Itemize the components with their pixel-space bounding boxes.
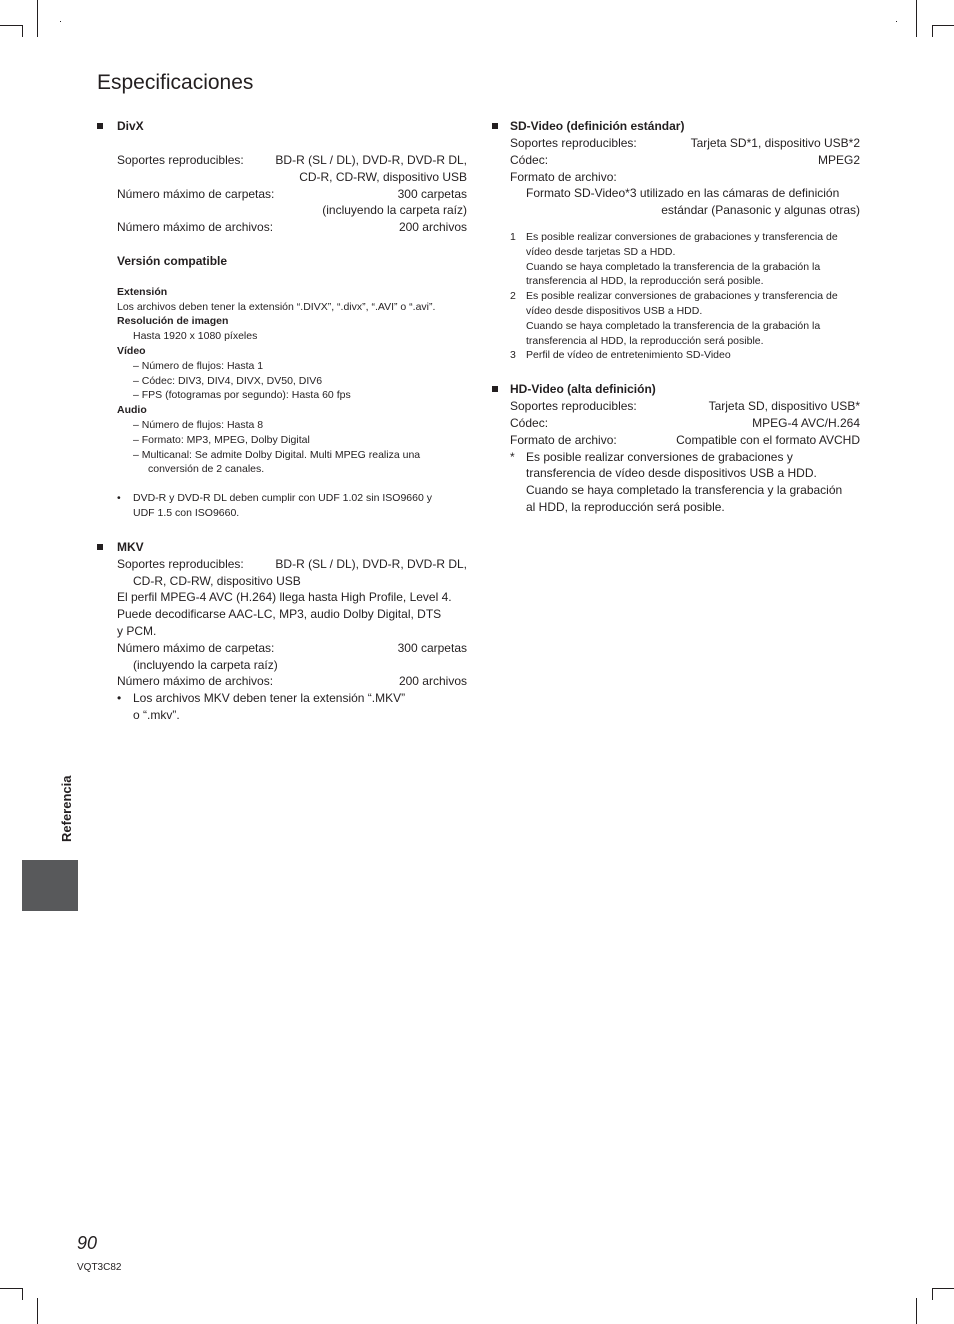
crop-mark xyxy=(37,1298,38,1324)
crop-mark xyxy=(37,0,38,37)
document-code: VQT3C82 xyxy=(77,1262,122,1273)
sd-format-value: Formato SD-Video*3 utilizado en las cámaras de definición xyxy=(526,186,840,201)
mkv-playable-value-2: CD-R, CD-RW, dispositivo USB xyxy=(133,573,301,588)
mkv-heading: MKV xyxy=(97,539,467,556)
section-tab xyxy=(22,860,78,911)
registration-dot xyxy=(896,21,897,22)
divx-heading: DivX xyxy=(97,118,467,135)
sd-codec-row: Códec: MPEG2 xyxy=(510,152,860,167)
hd-playable-row: Soportes reproducibles: Tarjeta SD, dispositivo USB* xyxy=(510,399,860,414)
sd-format-value: estándar (Panasonic y algunas otras) xyxy=(661,203,860,218)
hd-format-row: Formato de archivo: Compatible con el formato AVCHD xyxy=(510,432,860,447)
divx-folders-note: (incluyendo la carpeta raíz) xyxy=(322,203,467,218)
sd-video-heading: SD-Video (definición estándar) xyxy=(492,118,860,135)
extension-text: Los archivos deben tener la extensión “.DIVX”, “.divx”, “.AVI” o “.avi”. xyxy=(117,300,436,313)
divx-folders-row: Número máximo de carpetas: 300 carpetas xyxy=(117,186,467,201)
crop-mark xyxy=(932,1288,954,1289)
video-item: – FPS (fotogramas por segundo): Hasta 60 fps xyxy=(133,389,351,402)
square-bullet-icon xyxy=(492,123,498,129)
video-item: – Número de flujos: Hasta 1 xyxy=(133,359,264,372)
audio-item: conversión de 2 canales. xyxy=(148,463,265,476)
square-bullet-icon xyxy=(97,123,103,129)
page-number: 90 xyxy=(77,1233,98,1253)
hd-codec-row: Códec: MPEG-4 AVC/H.264 xyxy=(510,415,860,430)
audio-item: – Número de flujos: Hasta 8 xyxy=(133,418,264,431)
audio-item: – Multicanal: Se admite Dolby Digital. Multi MPEG realiza una xyxy=(133,448,421,461)
video-item: – Códec: DIV3, DIV4, DIVX, DV50, DIV6 xyxy=(133,374,323,387)
side-section-label: Referencia xyxy=(59,775,74,842)
crop-mark xyxy=(932,1288,933,1300)
divx-playable-row: Soportes reproducibles: BD-R (SL / DL), DVD-R, DVD-R DL, xyxy=(117,153,467,167)
divx-compatible-heading: Versión compatible xyxy=(117,253,228,268)
page-title: Especificaciones xyxy=(97,71,254,94)
extension-heading: Extensión xyxy=(117,285,168,298)
right-column xyxy=(492,118,860,516)
footnote: 3 Perfil de vídeo de entretenimiento SD-Video xyxy=(510,349,731,362)
crop-mark xyxy=(0,1288,22,1289)
mkv-specs xyxy=(97,556,467,724)
crop-mark xyxy=(932,25,933,37)
mkv-profile-text: El perfil MPEG-4 AVC (H.264) llega hasta High Profile, Level 4. xyxy=(117,590,452,605)
audio-heading: Audio xyxy=(117,404,147,417)
footnote: 1 Es posible realizar conversiones de grabaciones y transferencia de vídeo desde tarjetas SD a HDD. Cuando se haya completado la transferencia de la grabación la transferencia al HDD, la reproducción será posible. xyxy=(510,230,838,288)
mkv-decode-text: Puede decodificarse AAC-LC, MP3, audio Dolby Digital, DTS xyxy=(117,607,442,622)
crop-mark xyxy=(916,0,917,37)
divx-playable-value-2: CD-R, CD-RW, dispositivo USB xyxy=(299,169,467,184)
square-bullet-icon xyxy=(97,544,103,550)
sd-footnotes xyxy=(510,230,860,363)
crop-mark xyxy=(0,25,22,26)
sd-format-label: Formato de archivo: xyxy=(510,169,617,184)
mkv-note: • Los archivos MKV deben tener la extensión “.MKV” o “.mkv”. xyxy=(117,691,406,722)
divx-details xyxy=(117,285,467,477)
crop-mark xyxy=(22,1288,23,1300)
mkv-decode-text: y PCM. xyxy=(117,623,157,638)
square-bullet-icon xyxy=(492,386,498,392)
crop-mark xyxy=(932,25,954,26)
mkv-folders-note: (incluyendo la carpeta raíz) xyxy=(133,657,278,672)
registration-dot xyxy=(60,21,61,22)
audio-item: – Formato: MP3, MPEG, Dolby Digital xyxy=(133,433,310,446)
hd-video-heading: HD-Video (alta definición) xyxy=(492,381,860,398)
mkv-files-row: Número máximo de archivos: 200 archivos xyxy=(117,674,467,689)
sd-video-specs xyxy=(492,135,860,363)
hd-note: * Es posible realizar conversiones de grabaciones y transferencia de vídeo desde dispositivos USB a HDD. Cuando se haya completado la transferencia y la grabación al HDD, la reproducción será posible. xyxy=(510,449,843,514)
resolution-text: Hasta 1920 x 1080 píxeles xyxy=(133,330,258,343)
divx-note: • DVD-R y DVD-R DL deben cumplir con UDF 1.02 sin ISO9660 y UDF 1.5 con ISO9660. xyxy=(117,492,432,519)
crop-mark xyxy=(916,1298,917,1324)
hd-video-specs xyxy=(492,398,860,516)
divx-specs xyxy=(97,152,467,521)
sd-playable-row: Soportes reproducibles: Tarjeta SD*1, dispositivo USB*2 xyxy=(510,136,860,150)
footnote: 2 Es posible realizar conversiones de grabaciones y transferencia de vídeo desde dispositivos USB a HDD. Cuando se haya completado la transferencia de la grabación la transferencia al HDD, la reproducción será posible. xyxy=(510,290,838,347)
video-heading: Vídeo xyxy=(117,344,146,357)
left-column xyxy=(97,118,467,724)
divx-files-row: Número máximo de archivos: 200 archivos xyxy=(117,220,467,235)
crop-mark xyxy=(22,25,23,37)
mkv-folders-row: Número máximo de carpetas: 300 carpetas xyxy=(117,640,467,655)
mkv-playable-row: Soportes reproducibles: BD-R (SL / DL), DVD-R, DVD-R DL, xyxy=(117,556,467,571)
resolution-heading: Resolución de imagen xyxy=(117,315,229,328)
